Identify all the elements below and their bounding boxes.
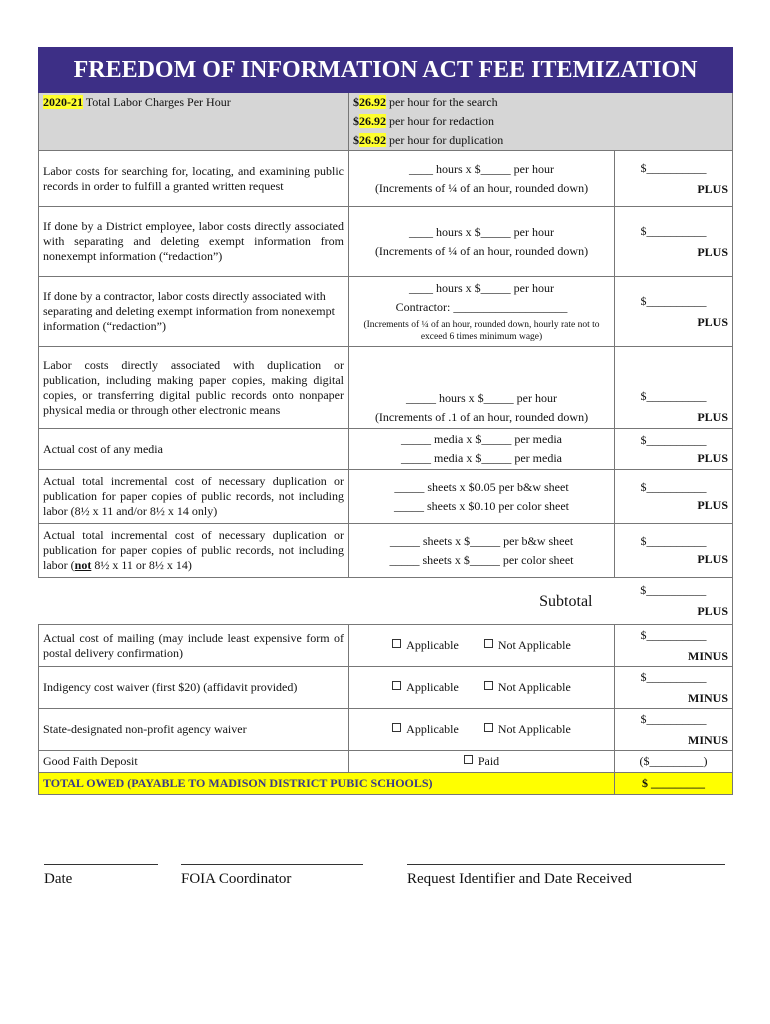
request-label: Request Identifier and Date Received	[407, 871, 632, 887]
mailing-op: MINUS	[688, 648, 729, 663]
paper-other-amount-cell	[615, 524, 733, 578]
coordinator-signature[interactable]	[181, 864, 363, 888]
request-identifier-signature[interactable]	[407, 864, 725, 888]
searching-desc: Labor costs for searching for, locating, and examining public records in order to fulfill a granted written request	[39, 151, 349, 207]
nonprofit-amount[interactable]: $__________	[640, 711, 707, 726]
district-redaction-op: PLUS	[697, 244, 729, 259]
media-calc-line-1[interactable]: _____ media x $_____ per media	[401, 432, 562, 446]
rate-label: Total Labor Charges Per Hour	[85, 95, 231, 109]
search-rate: $26.92 per hour for the search	[353, 95, 498, 109]
nonprofit-desc: State-designated non-profit agency waiver	[39, 709, 349, 751]
fee-itemization-form	[38, 47, 732, 795]
subtotal-amount[interactable]: $__________	[640, 583, 707, 597]
nonprofit-op: MINUS	[688, 732, 729, 747]
paper-standard-desc: Actual total incremental cost of necessary duplication or publication for paper copies of public records, not including labor (8½ x 11 and/or 8½ x 14 only)	[39, 470, 349, 524]
coordinator-label: FOIA Coordinator	[181, 871, 292, 887]
not-emphasis: not	[74, 558, 92, 572]
searching-calc-line[interactable]: ____ hours x $_____ per hour	[409, 161, 554, 176]
media-amount[interactable]: $__________	[640, 432, 707, 447]
paper-other-desc: Actual total incremental cost of necessary duplication or publication for paper copies of public records, not including labor (not 8½ x 11 or 8½ x 14)	[39, 524, 349, 578]
contractor-redaction-row	[39, 277, 733, 347]
mailing-applicable-checkbox[interactable]: Applicable	[392, 638, 459, 652]
paper-standard-row	[39, 470, 733, 524]
indigency-amount-cell	[615, 667, 733, 709]
rate-header-label	[39, 93, 349, 151]
mailing-desc: Actual cost of mailing (may include least expensive form of postal delivery confirmation)	[39, 625, 349, 667]
rate-header-row	[39, 93, 733, 151]
duplication-labor-op: PLUS	[697, 410, 729, 424]
paper-other-calc	[349, 524, 615, 578]
total-amount[interactable]: $ _________	[615, 773, 733, 795]
paper-standard-amount[interactable]: $__________	[640, 480, 707, 494]
total-label: TOTAL OWED (PAYABLE TO MADISON DISTRICT PUBIC SCHOOLS)	[39, 773, 615, 795]
date-label: Date	[44, 871, 73, 887]
paper-standard-amount-cell	[615, 470, 733, 524]
searching-op: PLUS	[697, 181, 729, 196]
subtotal-label: Subtotal	[349, 578, 615, 625]
media-op: PLUS	[697, 450, 729, 465]
duplication-labor-amount[interactable]: $__________	[640, 389, 707, 403]
total-row	[39, 773, 733, 795]
duplication-labor-calc-line[interactable]: _____ hours x $_____ per hour	[406, 391, 557, 405]
contractor-redaction-amount[interactable]: $__________	[640, 293, 707, 308]
paper-standard-calc-line-1[interactable]: _____ sheets x $0.05 per b&w sheet	[394, 479, 569, 494]
duplication-labor-row	[39, 347, 733, 429]
subtotal-op: PLUS	[697, 604, 729, 618]
indigency-not-applicable-checkbox[interactable]: Not Applicable	[484, 680, 571, 694]
deposit-amount[interactable]: ($_________)	[615, 751, 733, 773]
paper-other-calc-line-2[interactable]: _____ sheets x $_____ per color sheet	[389, 552, 574, 567]
rate-list	[349, 93, 733, 151]
media-row	[39, 429, 733, 470]
media-desc: Actual cost of any media	[39, 429, 349, 470]
mailing-row	[39, 625, 733, 667]
nonprofit-applicable-checkbox[interactable]: Applicable	[392, 722, 459, 736]
mailing-amount-cell	[615, 625, 733, 667]
contractor-redaction-amount-cell	[615, 277, 733, 347]
title-row	[39, 48, 733, 93]
subtotal-amount-cell	[615, 578, 733, 625]
district-redaction-row	[39, 207, 733, 277]
duplication-labor-amount-cell	[615, 347, 733, 429]
mailing-amount[interactable]: $__________	[640, 627, 707, 642]
indigency-amount[interactable]: $__________	[640, 669, 707, 684]
media-calc	[349, 429, 615, 470]
district-redaction-note: (Increments of ¼ of an hour, rounded down)	[374, 243, 589, 258]
duplication-labor-note: (Increments of .1 of an hour, rounded down)	[374, 410, 589, 424]
date-signature[interactable]	[44, 864, 158, 888]
nonprofit-row	[39, 709, 733, 751]
media-amount-cell	[615, 429, 733, 470]
duplication-labor-desc: Labor costs directly associated with duplication or publication, including making paper copies, making digital copies, or transferring digital public records onto nonpaper physical media or through other electronic means	[39, 347, 349, 429]
mailing-options	[349, 625, 615, 667]
indigency-applicable-checkbox[interactable]: Applicable	[392, 680, 459, 694]
fiscal-year: 2020-21	[43, 95, 83, 109]
media-calc-line-2[interactable]: _____ media x $_____ per media	[401, 451, 562, 465]
contractor-name-field[interactable]: Contractor: ___________________	[395, 299, 568, 314]
duplication-rate: $26.92 per hour for duplication	[353, 133, 504, 147]
indigency-desc: Indigency cost waiver (first $20) (affidavit provided)	[39, 667, 349, 709]
searching-calc	[349, 151, 615, 207]
deposit-paid-checkbox[interactable]: Paid	[349, 751, 615, 773]
searching-note: (Increments of ¼ of an hour, rounded down)	[374, 180, 589, 195]
contractor-redaction-calc	[349, 277, 615, 347]
district-redaction-amount-cell	[615, 207, 733, 277]
contractor-redaction-op: PLUS	[697, 314, 729, 329]
searching-amount-cell	[615, 151, 733, 207]
deposit-desc: Good Faith Deposit	[39, 751, 349, 773]
contractor-redaction-note: (Increments of ¼ of an hour, rounded down, hourly rate not to exceed 6 times minimum wage)	[363, 319, 600, 342]
district-redaction-amount[interactable]: $__________	[640, 223, 707, 238]
searching-amount[interactable]: $__________	[640, 160, 707, 175]
district-redaction-calc-line[interactable]: ____ hours x $_____ per hour	[409, 224, 554, 239]
mailing-not-applicable-checkbox[interactable]: Not Applicable	[484, 638, 571, 652]
nonprofit-not-applicable-checkbox[interactable]: Not Applicable	[484, 722, 571, 736]
paper-standard-calc-line-2[interactable]: _____ sheets x $0.10 per color sheet	[394, 498, 569, 513]
indigency-op: MINUS	[688, 690, 729, 705]
fee-table	[38, 47, 733, 795]
district-redaction-calc	[349, 207, 615, 277]
nonprofit-options	[349, 709, 615, 751]
district-redaction-desc: If done by a District employee, labor costs directly associated with separating and deleting exempt information from nonexempt information (“redaction”)	[39, 207, 349, 277]
paper-other-row	[39, 524, 733, 578]
paper-other-calc-line-1[interactable]: _____ sheets x $_____ per b&w sheet	[389, 533, 574, 548]
paper-standard-calc	[349, 470, 615, 524]
indigency-options	[349, 667, 615, 709]
paper-standard-op: PLUS	[697, 498, 729, 512]
contractor-redaction-calc-line[interactable]: ____ hours x $_____ per hour	[409, 280, 554, 295]
redaction-rate: $26.92 per hour for redaction	[353, 114, 494, 128]
paper-other-amount[interactable]: $__________	[640, 534, 707, 548]
duplication-labor-calc	[349, 347, 615, 429]
indigency-row	[39, 667, 733, 709]
searching-row	[39, 151, 733, 207]
paper-other-op: PLUS	[697, 552, 729, 566]
subtotal-row	[39, 578, 733, 625]
contractor-redaction-desc: If done by a contractor, labor costs directly associated with separating and deleting exempt information from nonexempt information (“redaction”)	[39, 277, 349, 347]
deposit-row	[39, 751, 733, 773]
form-title: FREEDOM OF INFORMATION ACT FEE ITEMIZATION	[39, 48, 733, 93]
nonprofit-amount-cell	[615, 709, 733, 751]
